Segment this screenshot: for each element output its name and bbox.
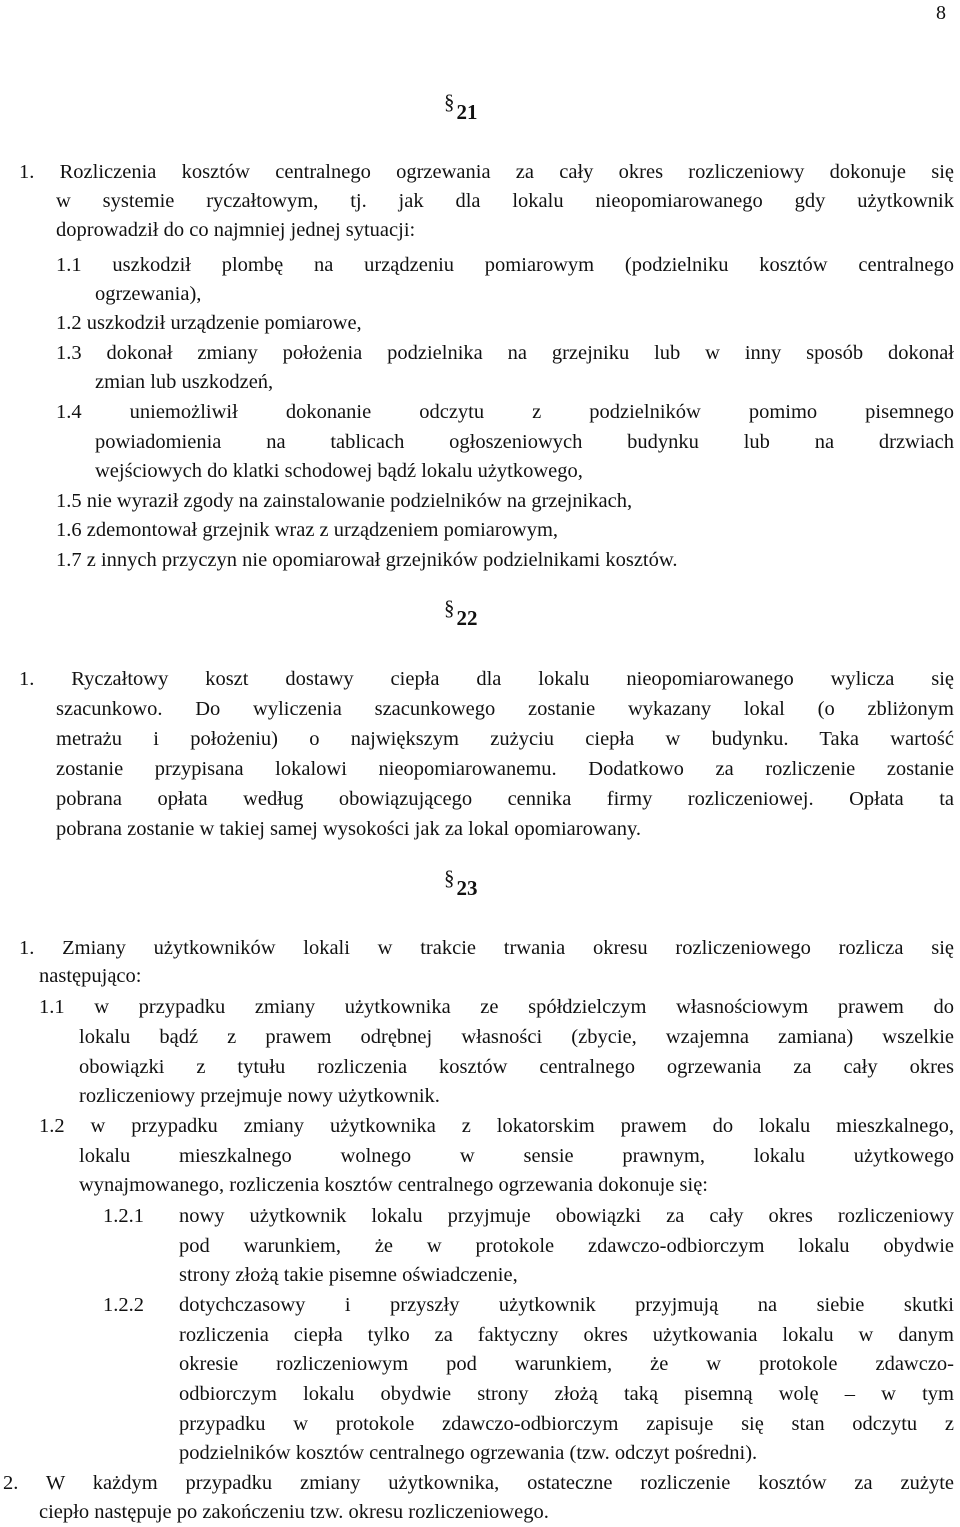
s23-item-1-1-cont: rozliczeniowy przejmuje nowy użytkownik. [79, 1085, 440, 1107]
s23-item-1-1-cont: lokalu bądź z prawem odrębnej własności (zbycie, wzajemna zamiana) wszelkie [79, 1026, 954, 1048]
s22-p1-line: pobrana opłata według obowiązującego cennika firmy rozliczeniowej. Opłata ta [56, 788, 954, 810]
s23-item-1-2-cont: wynajmowanego, rozliczenia kosztów centralnego ogrzewania dokonuje się: [79, 1174, 709, 1196]
s23-p2-line: 2. W każdym przypadku zmiany użytkownika, ostateczne rozliczenie kosztów za zużyte [3, 1472, 954, 1494]
section-number: 22 [456, 606, 478, 630]
s21-item-1-4-cont: powiadomienia na tablicach ogłoszeniowych budynku lub na drzwiach [95, 431, 954, 453]
s21-item-1-7: 1.7 z innych przyczyn nie opomiarował grzejników podzielnikami kosztów. [56, 549, 678, 571]
s22-p1-line: metrażu i położeniu) o największym zużyciu ciepła w budynku. Taka wartość [56, 728, 954, 750]
s21-item-1-6: 1.6 zdemontował grzejnik wraz z urządzeniem pomiarowym, [56, 519, 559, 541]
s21-item-1-4: 1.4 uniemożliwił dokonanie odczytu z podzielników pomimo pisemnego [56, 401, 954, 423]
s23-item-1-2-2-number: 1.2.2 [103, 1294, 144, 1316]
s21-item-1-3: 1.3 dokonał zmiany położenia podzielnika na grzejniku lub w inny sposób dokonał [56, 342, 954, 364]
section-heading-22 [444, 596, 478, 631]
section-heading-23 [444, 866, 478, 901]
s21-item-1-2: 1.2 uszkodził urządzenie pomiarowe, [56, 312, 362, 334]
page-number: 8 [936, 2, 946, 24]
s23-item-1-2-cont: lokalu mieszkalnego wolnego w sensie prawnym, lokalu użytkowego [79, 1145, 954, 1167]
s22-p1-line: szacunkowo. Do wyliczenia szacunkowego zostanie wykazany lokal (o zbliżonym [56, 698, 954, 720]
s21-item-1-3-cont: zmian lub uszkodzeń, [95, 371, 274, 393]
s23-item-1-2: 1.2 w przypadku zmiany użytkownika z lokatorskim prawem do lokalu mieszkalnego, [39, 1115, 954, 1137]
s23-p1-line: następująco: [39, 965, 142, 987]
s23-item-1-2-1-number: 1.2.1 [103, 1205, 144, 1227]
s22-p1-line: zostanie przypisana lokalowi nieopomiarowanemu. Dodatkowo za rozliczenie zostanie [56, 758, 954, 780]
s23-item-1-2-2-cont: odbiorczym lokalu obydwie strony złożą taką pisemną wolę – w tym [179, 1383, 954, 1405]
section-sign: § [444, 866, 455, 890]
s21-p1-line: doprowadził do co najmniej jednej sytuacji: [56, 219, 416, 241]
s23-p2-line: ciepło następuje po zakończeniu tzw. okresu rozliczeniowego. [39, 1501, 549, 1523]
s21-p1-line: w systemie ryczałtowym, tj. jak dla lokalu nieopomiarowanego gdy użytkownik [56, 190, 954, 212]
s23-item-1-2-2: dotychczasowy i przyszły użytkownik przyjmują na siebie skutki [179, 1294, 954, 1316]
s22-p1-line: 1. Ryczałtowy koszt dostawy ciepła dla lokalu nieopomiarowanego wylicza się [19, 668, 954, 690]
s21-item-1-4-cont: wejściowych do klatki schodowej bądź lokalu użytkowego, [95, 460, 583, 482]
section-heading-21 [444, 90, 478, 125]
s23-item-1-2-2-cont: podzielników kosztów centralnego ogrzewania (tzw. odczyt pośredni). [179, 1442, 758, 1464]
s23-item-1-2-1-cont: pod warunkiem, że w protokole zdawczo-odbiorczym lokalu obydwie [179, 1235, 954, 1257]
s23-item-1-2-2-cont: okresie rozliczeniowym pod warunkiem, że w protokole zdawczo- [179, 1353, 954, 1375]
section-sign: § [444, 90, 455, 114]
s23-item-1-1-cont: obowiązki z tytułu rozliczenia kosztów centralnego ogrzewania za cały okres [79, 1056, 954, 1078]
s22-p1-line: pobrana zostanie w takiej samej wysokości jak za lokal opomiarowany. [56, 818, 642, 840]
s23-item-1-1: 1.1 w przypadku zmiany użytkownika ze spółdzielczym własnościowym prawem do [39, 996, 954, 1018]
s23-p1-line: 1. Zmiany użytkowników lokali w trakcie trwania okresu rozliczeniowego rozlicza się [19, 937, 954, 959]
s21-item-1-1: 1.1 uszkodził plombę na urządzeniu pomiarowym (podzielniku kosztów centralnego [56, 254, 954, 276]
section-number: 23 [456, 876, 478, 900]
s23-item-1-2-2-cont: przypadku w protokole zdawczo-odbiorczym zapisuje się stan odczytu z [179, 1413, 954, 1435]
s23-item-1-2-2-cont: rozliczenia ciepła tylko za faktyczny okres użytkowania lokalu w danym [179, 1324, 954, 1346]
s23-item-1-2-1-cont: strony złożą takie pisemne oświadczenie, [179, 1264, 518, 1286]
section-number: 21 [456, 100, 478, 124]
s21-p1-line: 1. Rozliczenia kosztów centralnego ogrzewania za cały okres rozliczeniowy dokonuje się [19, 161, 954, 183]
s21-item-1-5: 1.5 nie wyraził zgody na zainstalowanie podzielników na grzejnikach, [56, 490, 633, 512]
s23-item-1-2-1: nowy użytkownik lokalu przyjmuje obowiązki za cały okres rozliczeniowy [179, 1205, 954, 1227]
section-sign: § [444, 596, 455, 620]
s21-item-1-1-cont: ogrzewania), [95, 283, 202, 305]
